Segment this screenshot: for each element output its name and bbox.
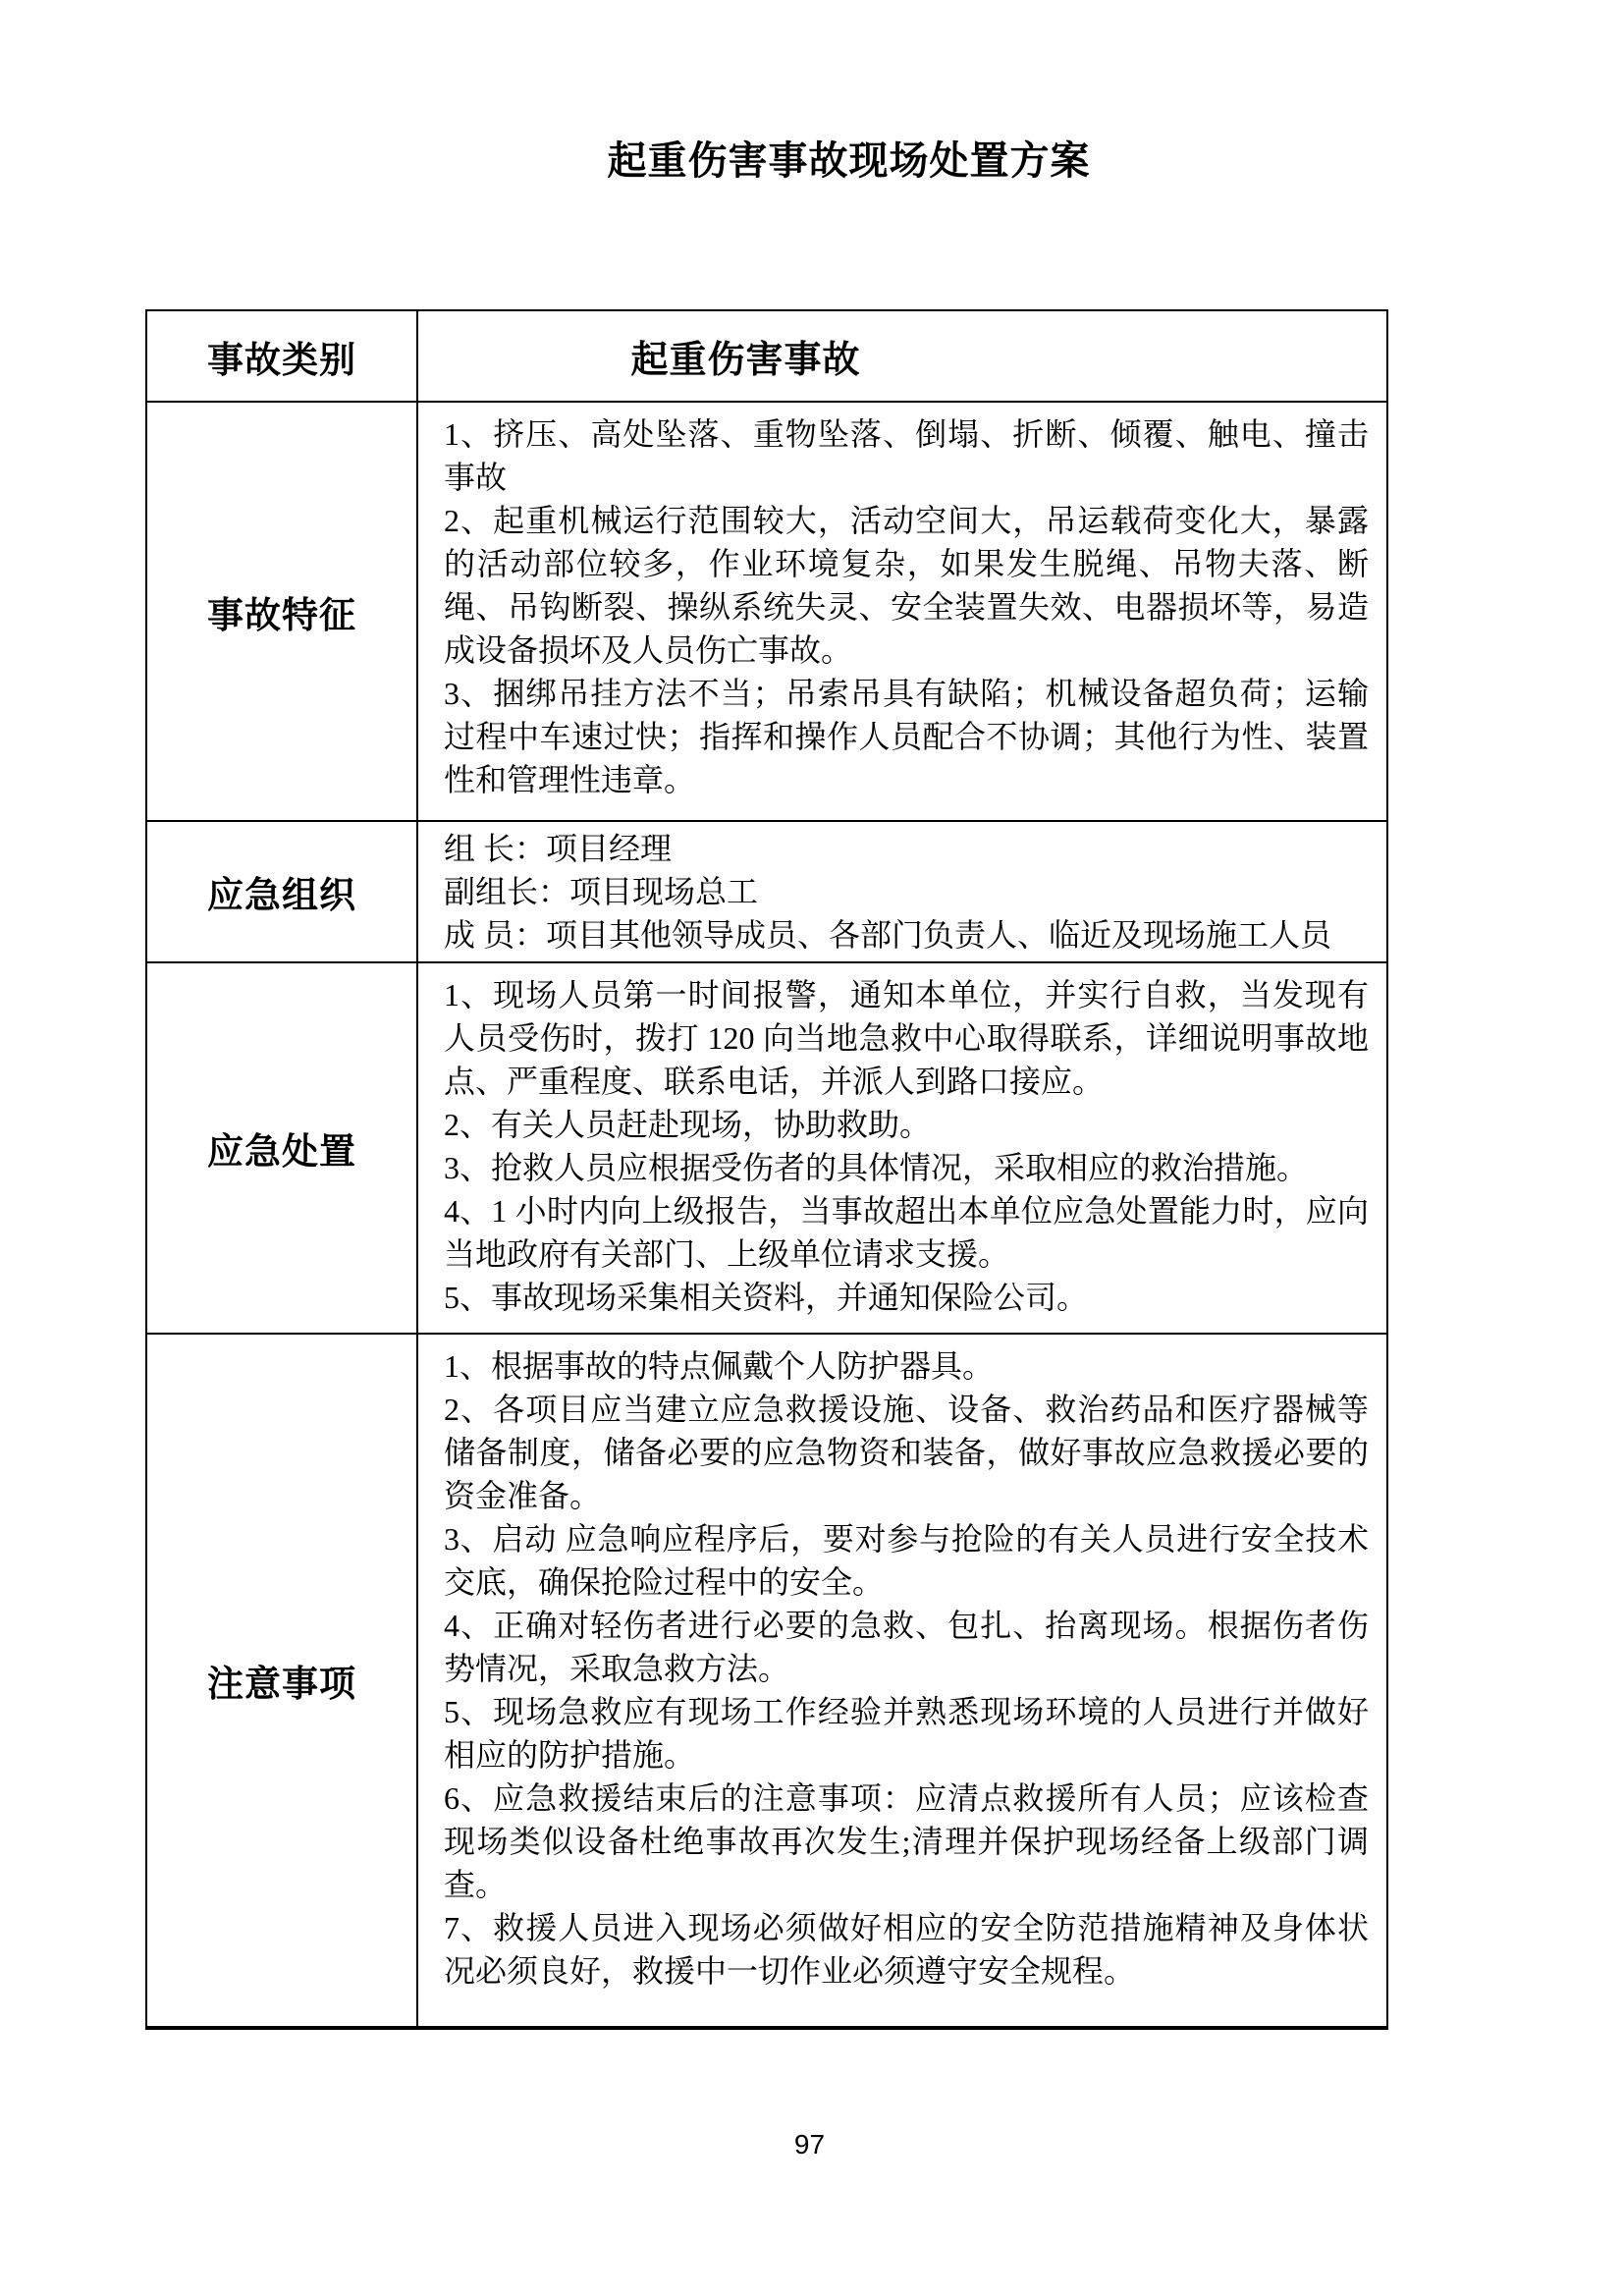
- paragraph: 5、事故现场采集相关资料，并通知保险公司。: [444, 1280, 1089, 1315]
- page-number: 97: [793, 2129, 826, 2159]
- paragraph: 2、各项目应当建立应急救援设施、设备、救治药品和医疗器械等储备制度，储备必要的应急物资和装备，做好事故应急救援必要的资金准备。: [444, 1392, 1369, 1513]
- page-title: 起重伤害事故现场处置方案: [607, 138, 1091, 183]
- table-row-precautions: [146, 1334, 1387, 2028]
- row-label-emergency-organization: 应急组织: [146, 821, 417, 962]
- accident-features-content: [417, 402, 1387, 821]
- row-label-emergency-response: 应急处置: [146, 962, 417, 1334]
- paragraph: 1、根据事故的特点佩戴个人防护器具。: [444, 1348, 995, 1384]
- row-label-accident-features: 事故特征: [146, 402, 417, 821]
- paragraph: 7、救援人员进入现场必须做好相应的安全防范措施精神及身体状况必须良好，救援中一切作业必须遵守安全规程。: [444, 1910, 1369, 1989]
- table-row-accident-type: [146, 310, 1387, 402]
- row-label-accident-type: 事故类别: [146, 310, 417, 402]
- paragraph: 成 员：项目其他领导成员、各部门负责人、临近及现场施工人员: [444, 917, 1332, 953]
- table-row-accident-features: [146, 402, 1387, 821]
- accident-type-value: 起重伤害事故: [417, 310, 1387, 402]
- emergency-organization-content: [417, 821, 1387, 962]
- paragraph: 2、起重机械运行范围较大，活动空间大，吊运载荷变化大，暴露的活动部位较多，作业环境复杂，如果发生脱绳、吊物夫落、断绳、吊钩断裂、操纵系统失灵、安全装置失效、电器损坏等，易造成设备损坏及人员伤亡事故。: [444, 503, 1369, 668]
- row-label-precautions: 注意事项: [146, 1334, 417, 2028]
- paragraph: 3、抢救人员应根据受伤者的具体情况，采取相应的救治措施。: [444, 1150, 1309, 1185]
- paragraph: 3、捆绑吊挂方法不当；吊索吊具有缺陷；机械设备超负荷；运输过程中车速过快；指挥和操作人员配合不协调；其他行为性、装置性和管理性违章。: [444, 676, 1369, 797]
- paragraph: 副组长：项目现场总工: [444, 874, 759, 909]
- emergency-response-content: [417, 962, 1387, 1334]
- table-row-emergency-organization: [146, 821, 1387, 962]
- paragraph: 5、现场急救应有现场工作经验并熟悉现场环境的人员进行并做好相应的防护措施。: [444, 1694, 1369, 1773]
- paragraph: 6、应急救援结束后的注意事项：应清点救援所有人员；应该检查现场类似设备杜绝事故再次发生;清理并保护现场经备上级部门调查。: [444, 1780, 1369, 1902]
- paragraph: 4、1 小时内向上级报告，当事故超出本单位应急处置能力时，应向当地政府有关部门、上级单位请求支援。: [444, 1193, 1369, 1272]
- paragraph: 4、正确对轻伤者进行必要的急救、包扎、抬离现场。根据伤者伤势情况，采取急救方法。: [444, 1608, 1369, 1686]
- paragraph: 1、现场人员第一时间报警，通知本单位，并实行自救，当发现有人员受伤时，拨打 120 向当地急救中心取得联系，详细说明事故地点、严重程度、联系电话，并派人到路口接应。: [444, 977, 1369, 1099]
- paragraph: 2、有关人员赶赴现场，协助救助。: [444, 1107, 932, 1142]
- table-row-emergency-response: [146, 962, 1387, 1334]
- precautions-content: [417, 1334, 1387, 2028]
- paragraph: 组 长：项目经理: [444, 831, 673, 866]
- emergency-plan-table: [145, 309, 1388, 2030]
- paragraph: 3、启动 应急响应程序后，要对参与抢险的有关人员进行安全技术交底，确保抢险过程中的安全。: [444, 1521, 1369, 1600]
- paragraph: 1、挤压、高处坠落、重物坠落、倒塌、折断、倾覆、触电、撞击事故: [444, 416, 1369, 495]
